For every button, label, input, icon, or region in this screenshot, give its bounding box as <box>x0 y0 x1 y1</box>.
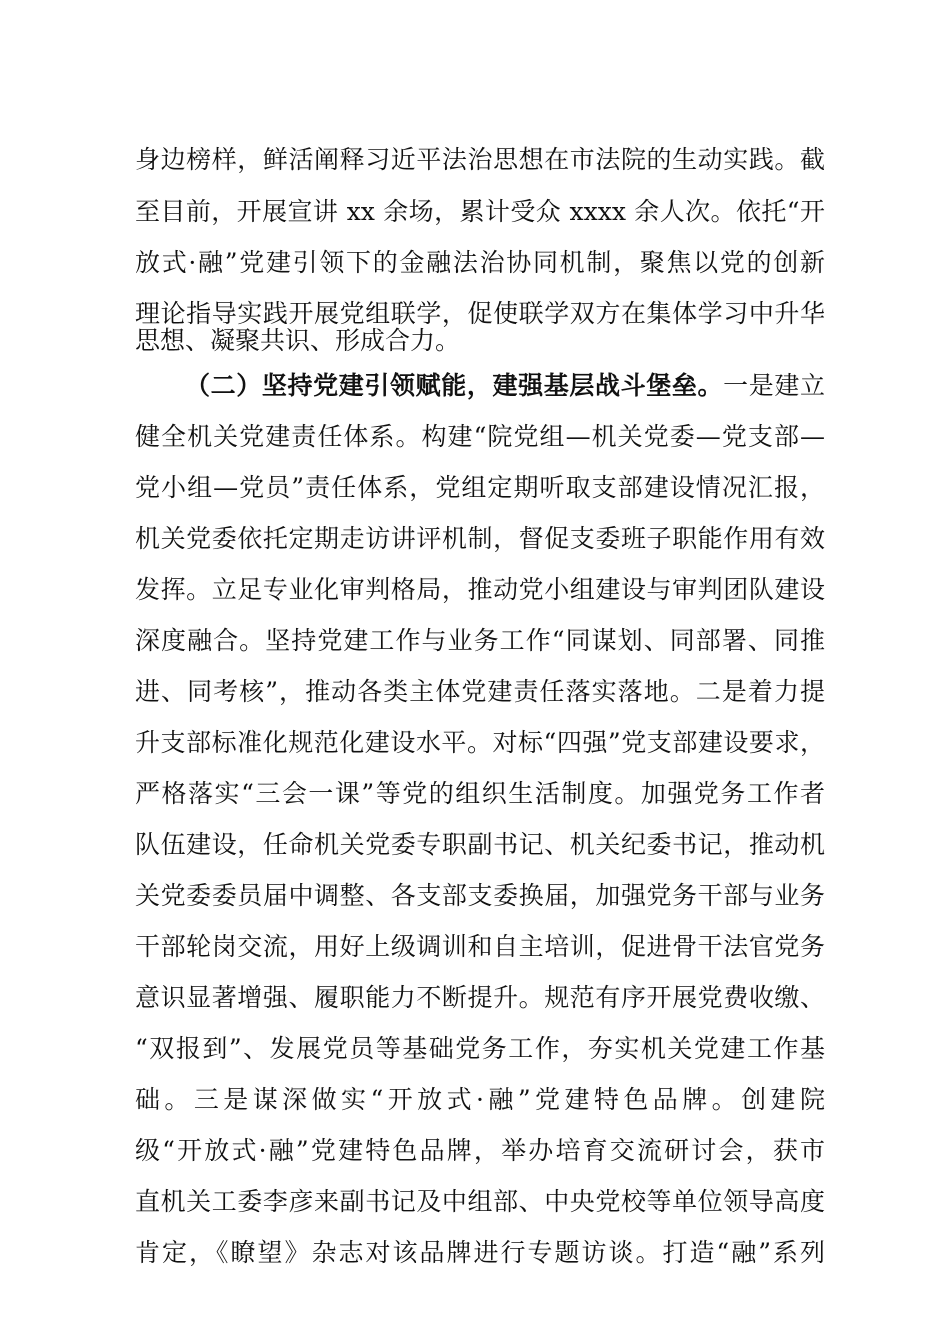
paragraph-1-line-5: 思想、凝聚共识、形成合力。 <box>135 326 461 355</box>
paragraph-2-line-3: 党小组—党员”责任体系，党组定期听取支部建设情况汇报， <box>135 473 825 502</box>
paragraph-2-line-1 <box>185 366 825 406</box>
paragraph-2-line-11: 关党委委员届中调整、各支部支委换届，加强党务干部与业务 <box>135 881 825 910</box>
paragraph-2-line-16: 级“开放式·融”党建特色品牌，举办培育交流研讨会，获市 <box>135 1136 825 1165</box>
paragraph-2-line-8: 升支部标准化规范化建设水平。对标“四强”党支部建设要求， <box>135 728 825 757</box>
paragraph-1-line-2: 至目前，开展宣讲 xx 余场，累计受众 xxxx 余人次。依托“开 <box>135 197 825 226</box>
paragraph-2-line-14: “双报到”、发展党员等基础党务工作，夯实机关党建工作基 <box>135 1034 825 1063</box>
section-heading: （二）坚持党建引领赋能，建强基层战斗堡垒。 <box>185 371 724 400</box>
paragraph-2-line-4: 机关党委依托定期走访讲评机制，督促支委班子职能作用有效 <box>135 524 825 553</box>
paragraph-2-first-line-rest: 一是建立 <box>723 371 825 400</box>
paragraph-1-line-1: 身边榜样，鲜活阐释习近平法治思想在市法院的生动实践。截 <box>135 145 825 174</box>
paragraph-2-line-13: 意识显著增强、履职能力不断提升。规范有序开展党费收缴、 <box>135 983 825 1012</box>
paragraph-2-line-9: 严格落实“三会一课”等党的组织生活制度。加强党务工作者 <box>135 779 825 808</box>
paragraph-2-line-7: 进、同考核”，推动各类主体党建责任落实落地。二是着力提 <box>135 677 825 706</box>
paragraph-1-line-3: 放式·融”党建引领下的金融法治协同机制，聚焦以党的创新 <box>135 248 825 277</box>
paragraph-2-line-5: 发挥。立足专业化审判格局，推动党小组建设与审判团队建设 <box>135 575 825 604</box>
paragraph-2-line-2: 健全机关党建责任体系。构建“院党组—机关党委—党支部— <box>135 422 825 451</box>
paragraph-2-line-6: 深度融合。坚持党建工作与业务工作“同谋划、同部署、同推 <box>135 626 825 655</box>
paragraph-1-line-4: 理论指导实践开展党组联学，促使联学双方在集体学习中升华 <box>135 299 825 328</box>
paragraph-2-line-15: 础。三是谋深做实“开放式·融”党建特色品牌。创建院 <box>135 1085 825 1114</box>
paragraph-2-line-10: 队伍建设，任命机关党委专职副书记、机关纪委书记，推动机 <box>135 830 825 859</box>
paragraph-2-line-17: 直机关工委李彦来副书记及中组部、中央党校等单位领导高度 <box>135 1187 825 1216</box>
paragraph-2-line-12: 干部轮岗交流，用好上级调训和自主培训，促进骨干法官党务 <box>135 932 825 961</box>
paragraph-2-line-18: 肯定，《瞭望》杂志对该品牌进行专题访谈。打造“融”系列 <box>135 1238 825 1267</box>
